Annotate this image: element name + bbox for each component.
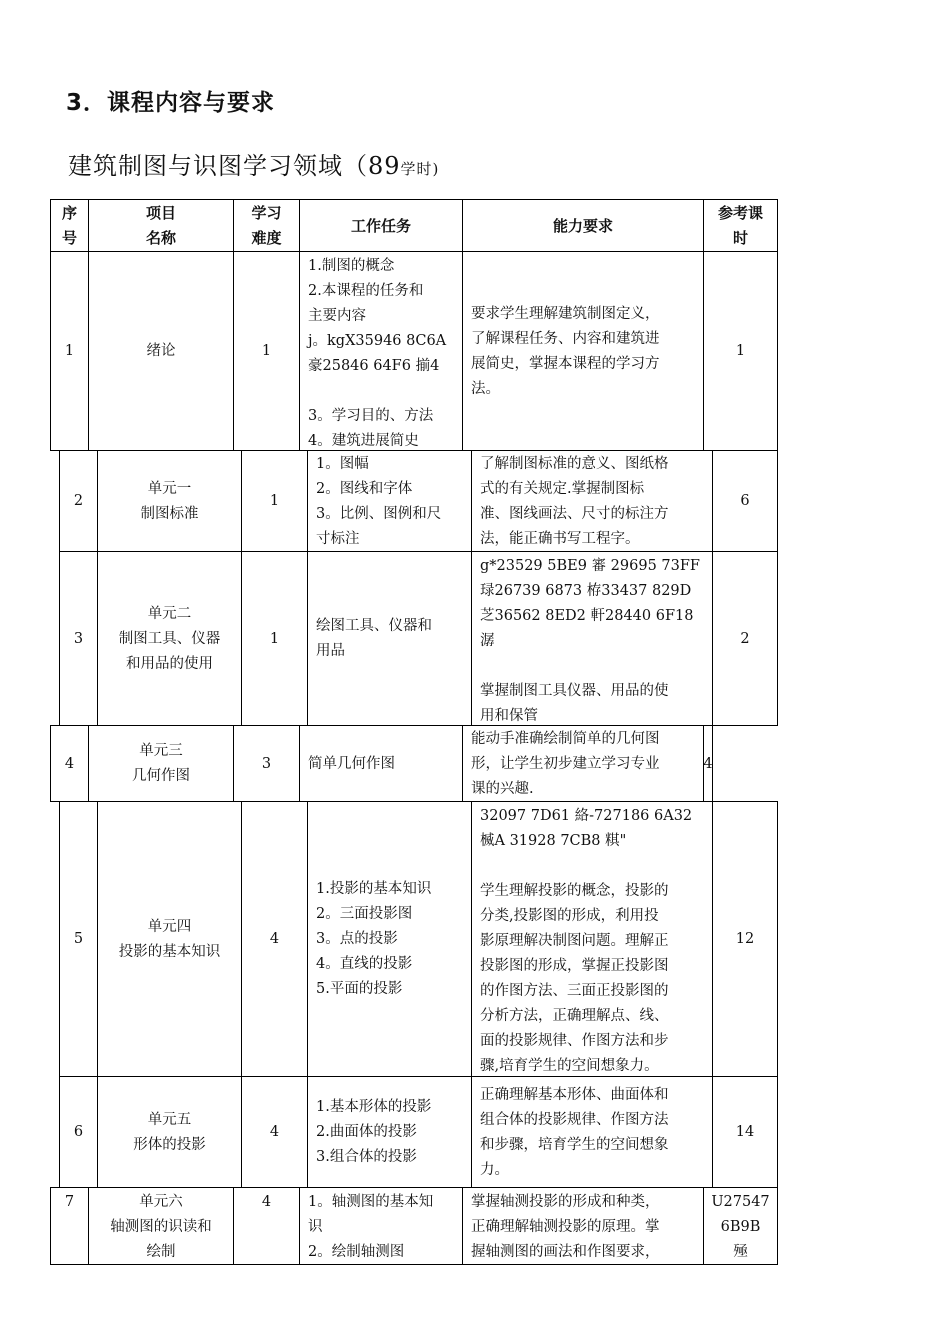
subheading-hours: 89 bbox=[368, 152, 401, 180]
ability-line: 楲A 31928 7CB8 粸" bbox=[480, 833, 627, 849]
cell-tasks bbox=[300, 1188, 462, 1265]
cell-line: U27547 bbox=[711, 1194, 770, 1210]
task-line: 4。建筑进展简史 bbox=[308, 433, 419, 449]
ability-line: 潺 bbox=[480, 633, 495, 649]
cell-seq: 5 bbox=[73, 931, 84, 947]
cell-line: 绪论 bbox=[146, 343, 176, 359]
cell-line: 制图标准 bbox=[140, 505, 199, 522]
ability-line: 握轴测图的画法和作图要求， bbox=[471, 1244, 660, 1260]
task-line: 1。图幅 bbox=[316, 455, 369, 472]
section-heading: 3．课程内容与要求 bbox=[66, 90, 276, 116]
cell-line: 单元五 bbox=[147, 1111, 192, 1128]
ability-line: 式的有关规定.掌握制图标 bbox=[480, 480, 645, 497]
header-difficulty bbox=[234, 200, 299, 252]
task-line: 1。轴测图的基本知 bbox=[308, 1194, 434, 1210]
cell-ability bbox=[472, 451, 712, 552]
task-line: 1.制图的概念 bbox=[308, 258, 395, 274]
cell-name bbox=[98, 1077, 241, 1188]
cell-seq: 7 bbox=[64, 1194, 75, 1210]
task-line: 识 bbox=[308, 1219, 323, 1235]
ability-line: 课的兴趣. bbox=[471, 780, 534, 797]
ability-line bbox=[480, 854, 704, 879]
ability-line: 琭26739 6873 栫33437 829D bbox=[480, 583, 692, 599]
cell-tasks bbox=[308, 1077, 471, 1188]
cell-seq: 4 bbox=[64, 755, 75, 772]
cell-line: 和用品的使用 bbox=[126, 655, 213, 672]
cell-name-text bbox=[119, 602, 221, 677]
subheading-title: 建筑制图与识图学习领域（ bbox=[68, 152, 368, 180]
cell-hours: 14 bbox=[735, 1124, 755, 1140]
header-hours-text bbox=[718, 201, 763, 251]
cell-line: 6B9B bbox=[720, 1219, 761, 1235]
cell-line: 形体的投影 bbox=[133, 1136, 206, 1153]
ability-line: 投影图的形成，掌握正投影图 bbox=[480, 958, 669, 974]
cell-ability bbox=[463, 726, 703, 802]
ability-line: 要求学生理解建筑制图定义， bbox=[471, 305, 660, 322]
cell-name-text bbox=[133, 1108, 206, 1158]
cell-name bbox=[89, 1188, 233, 1265]
ability-line: 分类,投影图的形成，利用投 bbox=[480, 908, 659, 924]
cell-seq: 3 bbox=[73, 630, 84, 647]
ability-line: 学生理解投影的概念，投影的 bbox=[480, 883, 669, 899]
cell-name-text bbox=[141, 477, 199, 527]
ability-line: 展简史，掌握本课程的学习方 bbox=[471, 355, 660, 372]
task-line: 1.基本形体的投影 bbox=[316, 1099, 432, 1115]
cell-name bbox=[89, 726, 233, 802]
task-line: 3。比例、图例和尺 bbox=[316, 505, 442, 522]
header-hours bbox=[704, 200, 777, 252]
task-line: 2。绘制轴测图 bbox=[308, 1244, 405, 1260]
cell-name-text bbox=[110, 1190, 212, 1265]
cell-name bbox=[89, 252, 233, 451]
ability-line: 芝36562 8ED2 軒28440 6F18 bbox=[480, 608, 694, 624]
ability-line: 组合体的投影规律、作图方法 bbox=[480, 1111, 669, 1128]
task-line: 寸标注 bbox=[316, 530, 360, 547]
cell-hours: 2 bbox=[740, 630, 750, 647]
task-line: 5.平面的投影 bbox=[316, 981, 403, 997]
header-seq-text bbox=[62, 201, 77, 251]
task-line: 4。直线的投影 bbox=[316, 956, 413, 972]
header-tasks: 工作任务 bbox=[350, 216, 411, 235]
ability-line: 骤,培育学生的空间想象力。 bbox=[480, 1058, 659, 1074]
task-line: 豪25846 64F6 揃4 bbox=[308, 358, 440, 374]
header-line: 参考课 bbox=[717, 204, 763, 222]
cell-difficulty: 4 bbox=[269, 1124, 280, 1140]
cell-ability bbox=[472, 1077, 712, 1188]
header-difficulty-text bbox=[251, 201, 281, 251]
cell-ability bbox=[472, 802, 712, 1077]
header-line: 学习 bbox=[251, 204, 282, 222]
subheading-unit: 学时) bbox=[400, 160, 440, 178]
task-line: 用品 bbox=[316, 643, 345, 659]
cell-line: 投影的基本知识 bbox=[118, 943, 221, 960]
cell-tasks bbox=[308, 451, 471, 552]
ability-line: 形，让学生初步建立学习专业 bbox=[471, 755, 660, 772]
task-line: 2.曲面体的投影 bbox=[316, 1124, 417, 1140]
cell-difficulty: 3 bbox=[261, 755, 272, 772]
ability-line: 了解制图标准的意义、图纸格 bbox=[480, 455, 669, 472]
ability-line: 面的投影规律、作图方法和步 bbox=[480, 1033, 669, 1049]
task-line: 3。学习目的、方法 bbox=[308, 408, 434, 424]
cell-hours: 4 bbox=[703, 755, 713, 772]
cell-difficulty: 4 bbox=[261, 1194, 272, 1210]
task-line: 2。图线和字体 bbox=[316, 480, 413, 497]
cell-seq: 1 bbox=[64, 343, 75, 359]
task-line: 1.投影的基本知识 bbox=[316, 881, 432, 897]
task-line: 绘图工具、仪器和 bbox=[316, 618, 432, 634]
cell-tasks bbox=[300, 726, 462, 802]
cell-seq: 2 bbox=[73, 493, 84, 509]
ability-line bbox=[480, 654, 704, 679]
cell-name-text bbox=[132, 739, 190, 789]
cell-tasks bbox=[308, 552, 471, 726]
cell-hours: 6 bbox=[740, 493, 750, 509]
task-line: 3.组合体的投影 bbox=[316, 1149, 417, 1165]
cell-line: 单元二 bbox=[147, 605, 192, 622]
cell-tasks bbox=[300, 252, 462, 451]
ability-line: 法，能正确书写工程字。 bbox=[480, 530, 640, 547]
header-line: 号 bbox=[61, 229, 77, 247]
cell-name-text bbox=[147, 339, 176, 364]
cell-difficulty: 1 bbox=[261, 343, 272, 359]
ability-line: 正确理解轴测投影的原理。掌 bbox=[471, 1219, 660, 1235]
task-line bbox=[308, 379, 454, 404]
header-line: 项目 bbox=[145, 204, 176, 222]
task-line: 2.本课程的任务和 bbox=[308, 283, 424, 299]
cell-name bbox=[98, 451, 241, 552]
subheading bbox=[68, 146, 439, 181]
cell-tasks bbox=[308, 802, 471, 1077]
ability-line: 掌握制图工具仪器、用品的使 bbox=[480, 683, 669, 699]
ability-line: 32097 7D61 絡-727186 6A32 bbox=[480, 808, 693, 824]
task-line: 3。点的投影 bbox=[316, 931, 398, 947]
header-line: 序 bbox=[61, 204, 77, 222]
header-name bbox=[89, 200, 233, 252]
cell-line: 制图工具、仪器 bbox=[118, 630, 221, 647]
ability-line: 正确理解基本形体、曲面体和 bbox=[480, 1086, 669, 1103]
cell-seq: 6 bbox=[73, 1124, 84, 1140]
cell-name bbox=[98, 552, 241, 726]
task-line: 简单几何作图 bbox=[308, 755, 395, 772]
cell-hours bbox=[704, 1188, 777, 1265]
cell-hours: 12 bbox=[735, 931, 755, 947]
cell-difficulty: 1 bbox=[269, 493, 280, 509]
ability-line: 能动手准确绘制简单的几何图 bbox=[471, 730, 660, 747]
ability-line: 法。 bbox=[471, 380, 500, 397]
header-name-text bbox=[146, 201, 176, 251]
cell-line: 单元四 bbox=[147, 918, 192, 935]
ability-line: 准、图线画法、尺寸的标注方 bbox=[480, 505, 669, 522]
header-seq bbox=[51, 200, 88, 252]
cell-line: 单元三 bbox=[139, 743, 183, 759]
ability-line: 影原理解决制图问题。理解正 bbox=[480, 933, 669, 949]
ability-line: g*23529 5BE9 審 29695 73FF bbox=[480, 558, 700, 574]
header-ability: 能力要求 bbox=[552, 216, 613, 235]
task-line: 主要内容 bbox=[308, 308, 366, 324]
ability-line: 的作图方法、三面正投影图的 bbox=[480, 983, 669, 999]
cell-line: 几何作图 bbox=[132, 768, 190, 784]
cell-hours-text bbox=[711, 1190, 769, 1265]
cell-ability bbox=[463, 1188, 703, 1265]
task-line: 2。三面投影图 bbox=[316, 906, 413, 922]
cell-line: 殛 bbox=[733, 1244, 748, 1260]
cell-line: 单元六 bbox=[139, 1194, 183, 1210]
ability-line: 分析方法，正确理解点、线、 bbox=[480, 1008, 669, 1024]
cell-name bbox=[98, 802, 241, 1077]
cell-line: 单元一 bbox=[147, 480, 192, 497]
cell-difficulty: 1 bbox=[269, 630, 280, 647]
cell-hours: 1 bbox=[735, 343, 746, 359]
cell-line: 轴测图的识读和 bbox=[110, 1219, 212, 1235]
cell-difficulty: 4 bbox=[269, 931, 280, 947]
ability-line: 力。 bbox=[480, 1161, 509, 1178]
cell-ability bbox=[463, 252, 703, 451]
header-line: 时 bbox=[732, 229, 748, 247]
cell-ability bbox=[472, 552, 712, 726]
task-line: j。kgX35946 8C6A bbox=[308, 333, 447, 349]
header-line: 难度 bbox=[251, 229, 282, 247]
ability-line: 和步骤，培育学生的空间想象 bbox=[480, 1136, 669, 1153]
header-line: 名称 bbox=[145, 229, 176, 247]
ability-line: 了解课程任务、内容和建筑进 bbox=[471, 330, 660, 347]
cell-line: 绘制 bbox=[146, 1244, 176, 1260]
cell-name-text bbox=[119, 915, 221, 965]
ability-line: 用和保管 bbox=[480, 708, 538, 724]
ability-line: 掌握轴测投影的形成和种类， bbox=[471, 1194, 660, 1210]
